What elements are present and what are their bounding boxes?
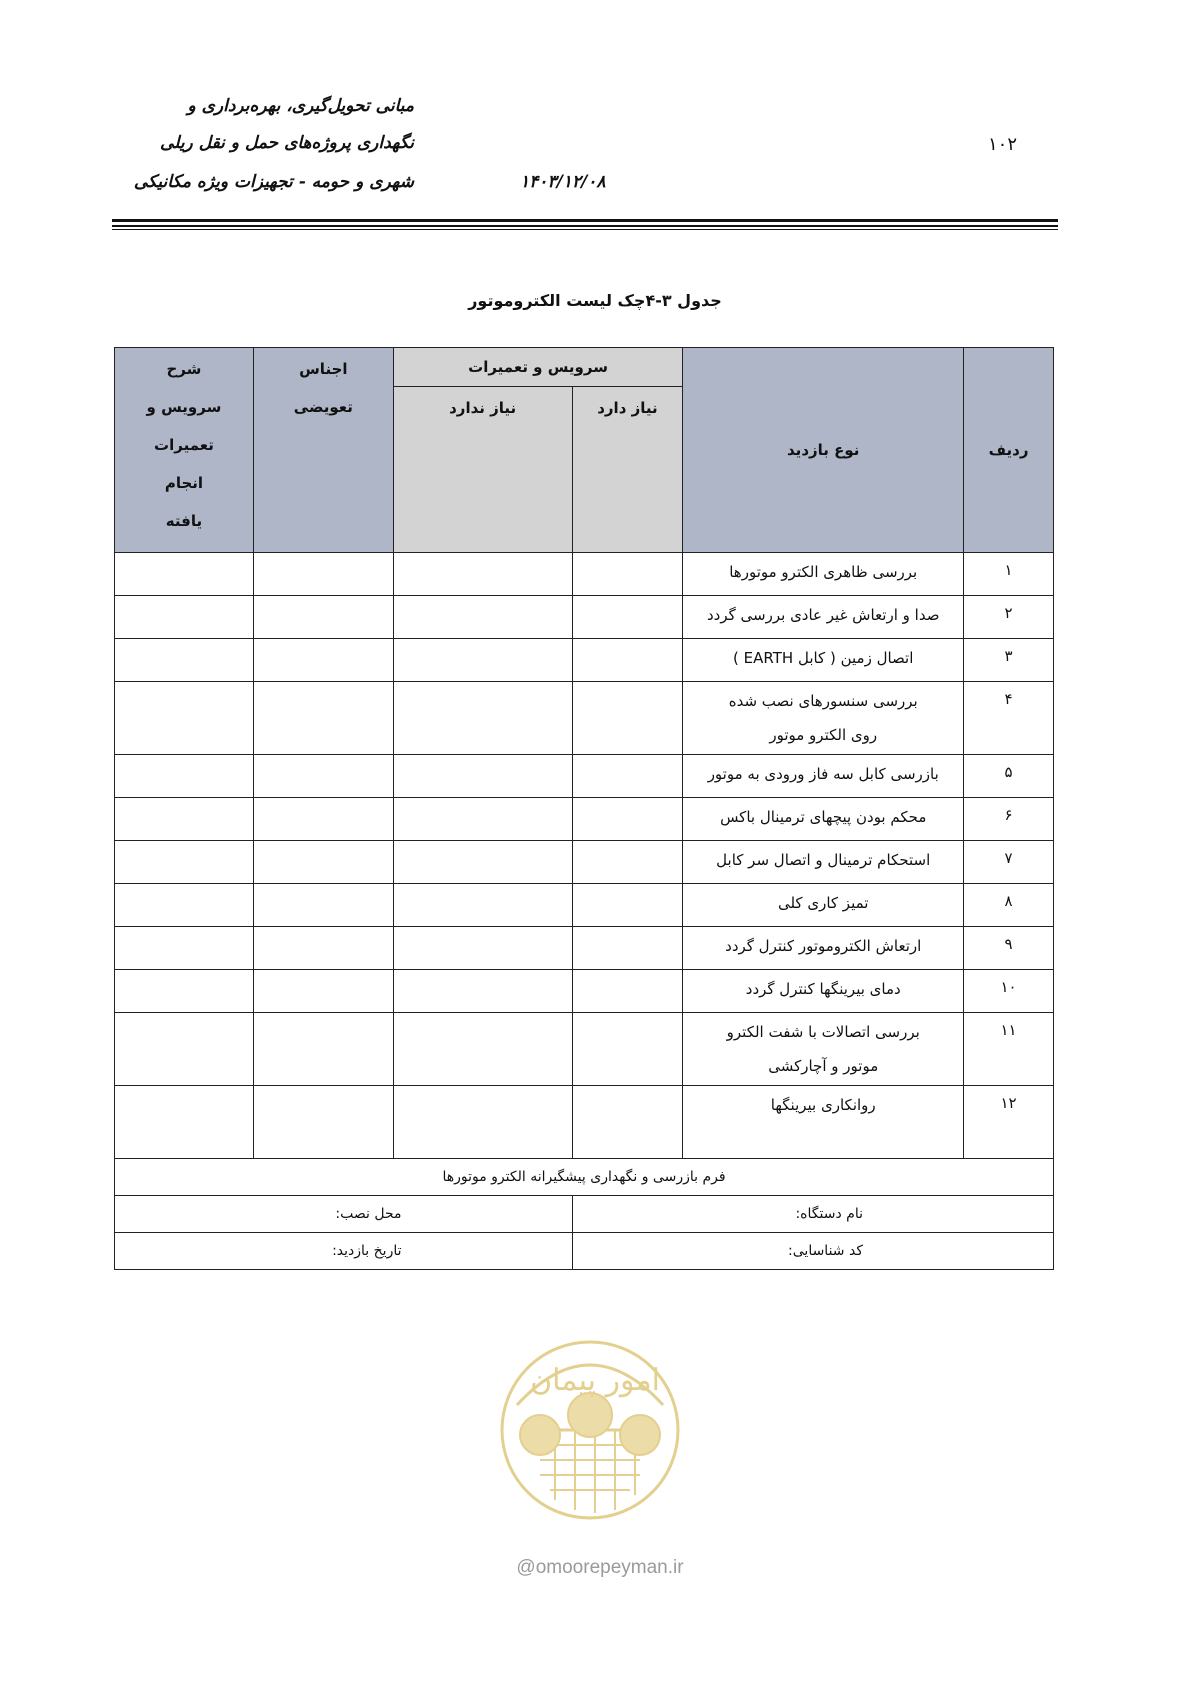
row-visit-type: استحکام ترمینال و اتصال سر کابل (683, 841, 964, 884)
header-desc-line: یافته (165, 512, 203, 530)
row-no-need-cell[interactable] (393, 884, 572, 927)
row-description-cell[interactable] (115, 755, 254, 798)
row-needs-cell[interactable] (572, 553, 683, 596)
row-number: ۹ (964, 927, 1054, 970)
row-number: ۶ (964, 798, 1054, 841)
row-needs-cell[interactable] (572, 682, 683, 755)
row-no-need-cell[interactable] (393, 639, 572, 682)
header-desc-line: شرح (166, 360, 202, 378)
table-row (115, 927, 1054, 970)
install-location-field[interactable] (115, 1196, 573, 1233)
header-title-line3: شهری و حومه - تجهیزات ویژه مکانیکی (133, 172, 414, 192)
row-no-need-cell[interactable] (393, 682, 572, 755)
row-needs-cell[interactable] (572, 1086, 683, 1159)
row-description-cell[interactable] (115, 970, 254, 1013)
table-row (115, 682, 1054, 755)
visit-date-label: تاریخ بازدید: (332, 1243, 402, 1259)
device-name-label: نام دستگاه: (795, 1206, 863, 1222)
row-parts-cell[interactable] (253, 884, 393, 927)
row-visit-type: ارتعاش الکتروموتور کنترل گردد (683, 927, 964, 970)
row-no-need-cell[interactable] (393, 970, 572, 1013)
table-row (115, 1086, 1054, 1159)
row-visit-type: صدا و ارتعاش غیر عادی بررسی گردد (683, 596, 964, 639)
header-replacement-parts (253, 348, 393, 553)
row-needs-cell[interactable] (572, 1013, 683, 1086)
row-visit-type: بررسی ظاهری الکترو موتورها (683, 553, 964, 596)
table-row (115, 553, 1054, 596)
row-parts-cell[interactable] (253, 927, 393, 970)
row-number: ۱۲ (964, 1086, 1054, 1159)
row-needs-cell[interactable] (572, 596, 683, 639)
header-desc-line: تعمیرات (154, 436, 214, 454)
table-row (115, 596, 1054, 639)
table-row (115, 798, 1054, 841)
row-no-need-cell[interactable] (393, 553, 572, 596)
watermark-logo (495, 1335, 685, 1525)
row-no-need-cell[interactable] (393, 1086, 572, 1159)
watermark-logo-text: امور پیمان (530, 1363, 660, 1398)
row-visit-type: بررسی سنسورهای نصب شده روی الکترو موتور (683, 682, 964, 755)
row-number: ۳ (964, 639, 1054, 682)
form-title: فرم بازرسی و نگهداری پیشگیرانه الکترو موتورها (115, 1159, 1054, 1196)
row-description-cell[interactable] (115, 553, 254, 596)
header-parts-line: تعویضی (293, 398, 353, 416)
visit-date-field[interactable] (115, 1233, 573, 1270)
row-visit-type: تمیز کاری کلی (683, 884, 964, 927)
row-parts-cell[interactable] (253, 553, 393, 596)
row-number: ۷ (964, 841, 1054, 884)
row-needs-cell[interactable] (572, 970, 683, 1013)
row-parts-cell[interactable] (253, 682, 393, 755)
row-visit-type: اتصال زمین ( کابل EARTH ) (683, 639, 964, 682)
header-rule (112, 219, 1058, 222)
table-row (115, 1013, 1054, 1086)
row-no-need-cell[interactable] (393, 1013, 572, 1086)
row-parts-cell[interactable] (253, 1013, 393, 1086)
header-rule (112, 225, 1058, 227)
row-number: ۴ (964, 682, 1054, 755)
row-parts-cell[interactable] (253, 970, 393, 1013)
row-needs-cell[interactable] (572, 927, 683, 970)
header-title-line2: نگهداری پروژه‌های حمل و نقل ریلی (160, 133, 414, 153)
row-description-cell[interactable] (115, 1013, 254, 1086)
row-visit-type: بررسی اتصالات با شفت الکترو موتور و آچارکشی (683, 1013, 964, 1086)
row-no-need-cell[interactable] (393, 596, 572, 639)
table-row (115, 755, 1054, 798)
row-number: ۱۱ (964, 1013, 1054, 1086)
header-rule (112, 229, 1058, 230)
row-visit-type: دمای بیرینگها کنترل گردد (683, 970, 964, 1013)
row-needs-cell[interactable] (572, 798, 683, 841)
id-code-field[interactable] (572, 1233, 1054, 1270)
row-parts-cell[interactable] (253, 596, 393, 639)
header-date: ۱۴۰۳/۱۲/۰۸ (520, 172, 606, 192)
header-needs: نیاز دارد (572, 387, 683, 553)
row-no-need-cell[interactable] (393, 927, 572, 970)
header-title-line1: مبانی تحویل‌گیری، بهره‌برداری و (187, 96, 414, 116)
header-visit-type: نوع بازدید (683, 348, 964, 553)
row-description-cell[interactable] (115, 927, 254, 970)
install-location-label: محل نصب: (335, 1206, 402, 1222)
row-description-cell[interactable] (115, 884, 254, 927)
table-row (115, 639, 1054, 682)
row-parts-cell[interactable] (253, 841, 393, 884)
row-parts-cell[interactable] (253, 755, 393, 798)
row-needs-cell[interactable] (572, 884, 683, 927)
row-visit-type: بازرسی کابل سه فاز ورودی به موتور (683, 755, 964, 798)
row-description-cell[interactable] (115, 798, 254, 841)
row-description-cell[interactable] (115, 841, 254, 884)
row-needs-cell[interactable] (572, 841, 683, 884)
row-parts-cell[interactable] (253, 639, 393, 682)
watermark-site: @omoorepeyman.ir (516, 1557, 684, 1578)
row-description-cell[interactable] (115, 1086, 254, 1159)
table-row (115, 841, 1054, 884)
row-number: ۱۰ (964, 970, 1054, 1013)
row-no-need-cell[interactable] (393, 841, 572, 884)
header-desc-line: انجام (164, 474, 204, 492)
header-service-group: سرویس و تعمیرات (393, 348, 683, 387)
row-number: ۱ (964, 553, 1054, 596)
row-description-cell[interactable] (115, 639, 254, 682)
row-no-need-cell[interactable] (393, 755, 572, 798)
row-description-cell[interactable] (115, 596, 254, 639)
device-name-field[interactable] (572, 1196, 1054, 1233)
header-desc-line: سرویس و (146, 398, 222, 416)
row-visit-type: محکم بودن پیچهای ترمینال باکس (683, 798, 964, 841)
row-number: ۲ (964, 596, 1054, 639)
row-parts-cell[interactable] (253, 798, 393, 841)
checklist-table (114, 347, 1054, 1270)
page-number: ۱۰۲ (988, 134, 1018, 155)
header-parts-line: اجناس (299, 360, 348, 378)
row-description-cell[interactable] (115, 682, 254, 755)
row-no-need-cell[interactable] (393, 798, 572, 841)
row-number: ۸ (964, 884, 1054, 927)
table-caption: جدول ۳-۴چک لیست الکتروموتور (468, 291, 722, 310)
header-no-need: نیاز ندارد (393, 387, 572, 553)
row-number: ۵ (964, 755, 1054, 798)
header-row-number: ردیف (964, 348, 1054, 553)
table-row (115, 970, 1054, 1013)
header-service-description (115, 348, 254, 553)
row-needs-cell[interactable] (572, 639, 683, 682)
id-code-label: کد شناسایی: (788, 1243, 863, 1259)
row-visit-type: روانکاری بیرینگها (683, 1086, 964, 1159)
row-parts-cell[interactable] (253, 1086, 393, 1159)
row-needs-cell[interactable] (572, 755, 683, 798)
table-row (115, 884, 1054, 927)
